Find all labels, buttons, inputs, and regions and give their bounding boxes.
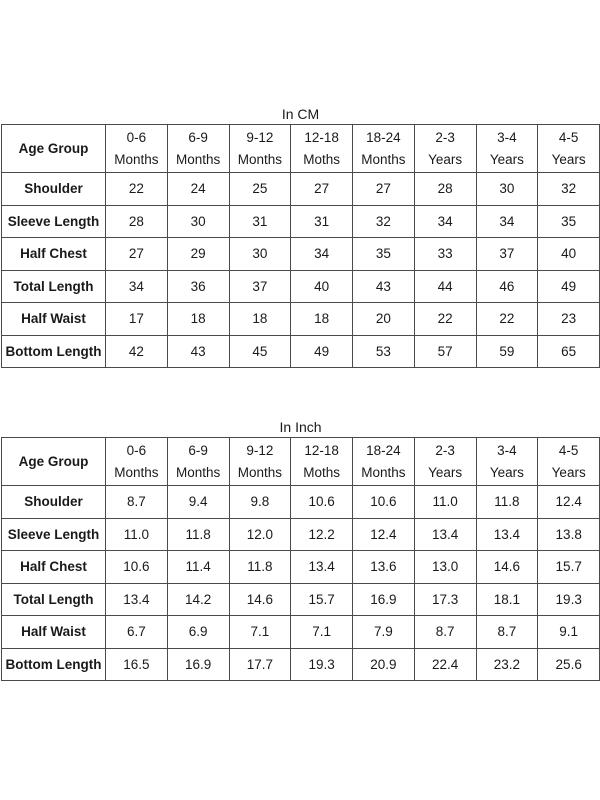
table-row (2, 270, 600, 303)
measurement-value: 13.8 (538, 518, 600, 551)
age-column-header (291, 438, 353, 486)
measurement-value: 8.7 (414, 616, 476, 649)
age-range: 2-3 (435, 442, 455, 458)
age-column-header (538, 438, 600, 486)
measurement-value: 18 (167, 303, 229, 336)
measurement-value: 30 (476, 173, 538, 206)
measurement-value: 11.8 (229, 551, 291, 584)
age-column-header (476, 438, 538, 486)
measurement-value: 13.6 (353, 551, 415, 584)
age-range: 9-12 (246, 129, 274, 145)
age-range: 6-9 (188, 442, 208, 458)
measurement-value: 65 (538, 335, 600, 368)
table-row (2, 648, 600, 681)
measurement-value: 7.9 (353, 616, 415, 649)
age-range: 2-3 (435, 129, 455, 145)
measurement-label: Shoulder (2, 173, 106, 206)
measurement-value: 11.8 (167, 518, 229, 551)
table-title-row (2, 417, 600, 438)
measurement-value: 16.5 (106, 648, 168, 681)
measurement-value: 11.4 (167, 551, 229, 584)
table-row (2, 335, 600, 368)
measurement-value: 19.3 (538, 583, 600, 616)
measurement-value: 11.0 (106, 518, 168, 551)
measurement-value: 14.2 (167, 583, 229, 616)
measurement-value: 37 (476, 238, 538, 271)
table-header-row (2, 438, 600, 486)
age-unit: Months (175, 464, 221, 480)
measurement-value: 36 (167, 270, 229, 303)
measurement-value: 10.6 (291, 486, 353, 519)
measurement-value: 11.0 (414, 486, 476, 519)
age-column-header (229, 125, 291, 173)
measurement-value: 24 (167, 173, 229, 206)
age-column-header (167, 438, 229, 486)
age-column-header (106, 438, 168, 486)
measurement-value: 22 (414, 303, 476, 336)
table-row (2, 205, 600, 238)
measurement-value: 43 (353, 270, 415, 303)
measurement-value: 13.4 (106, 583, 168, 616)
age-range: 18-24 (366, 129, 401, 145)
age-unit: Years (428, 151, 463, 167)
measurement-value: 30 (167, 205, 229, 238)
age-range: 4-5 (558, 442, 579, 458)
measurement-value: 30 (229, 238, 291, 271)
age-column-header (167, 125, 229, 173)
measurement-value: 12.4 (353, 518, 415, 551)
age-range: 12-18 (304, 442, 339, 458)
age-range: 4-5 (558, 129, 579, 145)
age-unit: Years (489, 464, 524, 480)
age-range: 3-4 (497, 129, 517, 145)
age-column-header (353, 125, 415, 173)
measurement-value: 46 (476, 270, 538, 303)
table-row (2, 583, 600, 616)
measurement-value: 13.4 (291, 551, 353, 584)
measurement-value: 14.6 (229, 583, 291, 616)
size-table-cm (1, 104, 600, 368)
table-row (2, 616, 600, 649)
measurement-value: 27 (106, 238, 168, 271)
age-unit: Months (114, 151, 159, 167)
measurement-value: 33 (414, 238, 476, 271)
table-row (2, 551, 600, 584)
table-row (2, 486, 600, 519)
measurement-value: 37 (229, 270, 291, 303)
measurement-value: 23 (538, 303, 600, 336)
age-unit: Months (361, 151, 406, 167)
measurement-value: 20.9 (353, 648, 415, 681)
measurement-value: 49 (538, 270, 600, 303)
age-column-header (538, 125, 600, 173)
measurement-label: Half Waist (2, 303, 106, 336)
table-row (2, 518, 600, 551)
measurement-value: 10.6 (353, 486, 415, 519)
age-unit: Years (428, 464, 463, 480)
measurement-value: 25.6 (538, 648, 600, 681)
measurement-value: 34 (106, 270, 168, 303)
measurement-value: 15.7 (538, 551, 600, 584)
table-title: In Inch (2, 417, 600, 438)
measurement-value: 29 (167, 238, 229, 271)
measurement-value: 40 (291, 270, 353, 303)
measurement-label: Bottom Length (2, 335, 106, 368)
measurement-value: 12.0 (229, 518, 291, 551)
measurement-value: 42 (106, 335, 168, 368)
age-column-header (106, 125, 168, 173)
measurement-value: 22 (106, 173, 168, 206)
measurement-value: 32 (353, 205, 415, 238)
table-row (2, 238, 600, 271)
measurement-value: 23.2 (476, 648, 538, 681)
age-column-header (414, 125, 476, 173)
age-unit: Years (551, 151, 586, 167)
table-row (2, 173, 600, 206)
measurement-value: 27 (353, 173, 415, 206)
measurement-value: 22 (476, 303, 538, 336)
measurement-value: 34 (291, 238, 353, 271)
measurement-value: 43 (167, 335, 229, 368)
measurement-value: 17.7 (229, 648, 291, 681)
age-unit: Months (114, 464, 159, 480)
age-unit: Moths (303, 151, 340, 167)
measurement-value: 28 (414, 173, 476, 206)
measurement-value: 15.7 (291, 583, 353, 616)
measurement-value: 9.4 (167, 486, 229, 519)
size-table-inch (1, 417, 600, 681)
measurement-value: 12.4 (538, 486, 600, 519)
measurement-value: 45 (229, 335, 291, 368)
age-column-header (476, 125, 538, 173)
table-title-row (2, 104, 600, 125)
age-range: 0-6 (126, 442, 147, 458)
measurement-label: Shoulder (2, 486, 106, 519)
measurement-value: 6.7 (106, 616, 168, 649)
measurement-value: 11.8 (476, 486, 538, 519)
measurement-value: 9.1 (538, 616, 600, 649)
measurement-value: 8.7 (476, 616, 538, 649)
measurement-value: 6.9 (167, 616, 229, 649)
age-unit: Months (237, 464, 283, 480)
age-column-header (229, 438, 291, 486)
table-title: In CM (2, 104, 600, 125)
measurement-value: 40 (538, 238, 600, 271)
age-unit: Moths (303, 464, 340, 480)
measurement-value: 7.1 (291, 616, 353, 649)
measurement-value: 18 (291, 303, 353, 336)
age-group-header: Age Group (2, 125, 106, 173)
measurement-value: 16.9 (167, 648, 229, 681)
table-header-row (2, 125, 600, 173)
table-row (2, 303, 600, 336)
measurement-value: 8.7 (106, 486, 168, 519)
measurement-value: 12.2 (291, 518, 353, 551)
measurement-value: 13.0 (414, 551, 476, 584)
measurement-value: 53 (353, 335, 415, 368)
age-column-header (414, 438, 476, 486)
measurement-value: 34 (476, 205, 538, 238)
measurement-value: 17 (106, 303, 168, 336)
measurement-value: 31 (291, 205, 353, 238)
measurement-value: 57 (414, 335, 476, 368)
age-unit: Months (237, 151, 283, 167)
age-range: 3-4 (497, 442, 517, 458)
measurement-label: Half Chest (2, 238, 106, 271)
measurement-value: 17.3 (414, 583, 476, 616)
measurement-value: 49 (291, 335, 353, 368)
measurement-value: 14.6 (476, 551, 538, 584)
age-unit: Years (551, 464, 586, 480)
measurement-value: 18.1 (476, 583, 538, 616)
measurement-value: 35 (353, 238, 415, 271)
measurement-value: 18 (229, 303, 291, 336)
measurement-label: Half Chest (2, 551, 106, 584)
measurement-label: Sleeve Length (2, 205, 106, 238)
age-range: 12-18 (304, 129, 339, 145)
age-group-header: Age Group (2, 438, 106, 486)
measurement-value: 7.1 (229, 616, 291, 649)
measurement-value: 34 (414, 205, 476, 238)
measurement-label: Sleeve Length (2, 518, 106, 551)
age-range: 18-24 (366, 442, 401, 458)
age-column-header (291, 125, 353, 173)
measurement-value: 25 (229, 173, 291, 206)
measurement-value: 35 (538, 205, 600, 238)
age-range: 9-12 (246, 442, 274, 458)
age-column-header (353, 438, 415, 486)
measurement-label: Bottom Length (2, 648, 106, 681)
age-unit: Years (489, 151, 524, 167)
measurement-value: 28 (106, 205, 168, 238)
measurement-value: 31 (229, 205, 291, 238)
measurement-value: 19.3 (291, 648, 353, 681)
measurement-value: 13.4 (414, 518, 476, 551)
measurement-label: Total Length (2, 270, 106, 303)
measurement-value: 32 (538, 173, 600, 206)
measurement-value: 20 (353, 303, 415, 336)
measurement-value: 59 (476, 335, 538, 368)
age-unit: Months (175, 151, 221, 167)
measurement-label: Total Length (2, 583, 106, 616)
measurement-value: 16.9 (353, 583, 415, 616)
measurement-value: 44 (414, 270, 476, 303)
measurement-value: 22.4 (414, 648, 476, 681)
measurement-value: 10.6 (106, 551, 168, 584)
measurement-label: Half Waist (2, 616, 106, 649)
measurement-value: 9.8 (229, 486, 291, 519)
measurement-value: 13.4 (476, 518, 538, 551)
measurement-value: 27 (291, 173, 353, 206)
age-range: 0-6 (126, 129, 147, 145)
age-unit: Months (361, 464, 406, 480)
age-range: 6-9 (188, 129, 208, 145)
